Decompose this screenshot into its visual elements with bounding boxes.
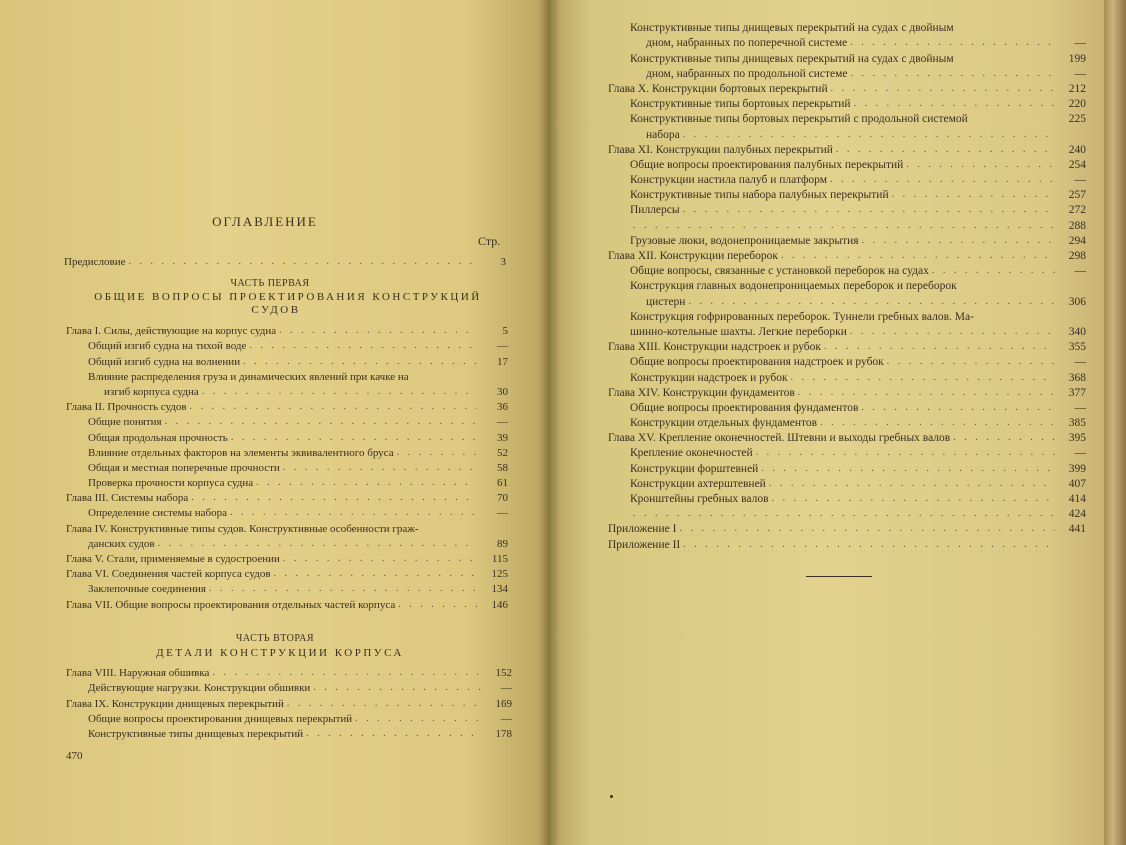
toc-entry-page: —	[1074, 37, 1086, 50]
toc-entry-title: Кронштейны гребных валов	[630, 493, 769, 505]
toc-row	[608, 157, 1086, 172]
toc-entry-page: 377	[1068, 386, 1086, 399]
toc-row	[66, 596, 508, 611]
toc-entry-title: Конструкция главных водонепроницаемых переборок и переборок	[630, 280, 957, 293]
toc-row	[608, 369, 1086, 384]
dot-leader	[960, 279, 1055, 291]
toc-row	[608, 111, 1086, 126]
toc-entry-page: 385	[1068, 417, 1086, 430]
dot-leader	[824, 340, 1055, 352]
toc-entry-page: —	[497, 416, 508, 429]
dot-leader	[851, 67, 1055, 79]
toc-entry-title: Общие вопросы проектирования палубных перекрытий	[630, 158, 904, 171]
toc-entry-title: Глава I. Силы, действующие на корпус судна	[66, 325, 277, 338]
toc-row	[608, 445, 1086, 460]
toc-row	[66, 711, 512, 726]
toc-entry-page: 355	[1068, 341, 1086, 354]
toc-entry-page: 254	[1068, 158, 1086, 171]
dot-leader	[397, 446, 477, 458]
toc-entry-page: 89	[497, 537, 508, 550]
toc-entry-page: —	[1074, 174, 1086, 187]
dot-leader	[769, 477, 1055, 489]
dot-leader	[355, 712, 481, 724]
dot-leader	[798, 386, 1055, 398]
toc-entry-title: Глава XIV. Конструкции фундаментов	[608, 386, 795, 399]
toc-entry-page: 240	[1068, 143, 1086, 156]
dot-leader	[932, 264, 1055, 276]
toc-row	[66, 505, 508, 520]
dot-leader	[862, 234, 1055, 246]
toc-entry-page: 298	[1068, 250, 1086, 262]
toc-entry-title: Влияние распределения груза и динамических явлений при качке на	[88, 370, 409, 383]
toc-entry-title: Глава X. Конструкции бортовых перекрытий	[608, 82, 828, 95]
toc-entry-page: —	[1074, 401, 1086, 414]
toc-row	[608, 430, 1086, 445]
toc-entry-title: Влияние отдельных факторов на элементы эквивалентного бруса	[88, 446, 394, 459]
toc-row	[608, 20, 1086, 35]
toc-entry-page: 58	[497, 461, 508, 474]
toc-entry-title: Общая и местная поперечные прочности	[88, 461, 280, 474]
toc-entry-page: 441	[1068, 523, 1086, 536]
toc-entry-title: цистерн	[646, 295, 686, 308]
toc-entry-page: 340	[1068, 325, 1086, 338]
toc-entry-title: Глава XI. Конструкции палубных перекрытий	[608, 143, 833, 156]
toc-row	[608, 324, 1086, 339]
dot-leader	[854, 97, 1055, 109]
page-edge	[1104, 0, 1126, 845]
dot-leader	[274, 567, 477, 579]
toc-entry-page: 125	[491, 568, 508, 581]
toc-entry-title: Конструкции настила палуб и платформ	[630, 174, 828, 187]
toc-entry-page: 288	[1068, 219, 1086, 232]
toc-entry-title: Глава XII. Конструкции переборок	[608, 250, 778, 262]
toc-entry-title: Общие вопросы проектирования фундаментов	[630, 401, 859, 414]
dot-leader	[422, 522, 477, 534]
toc-entry-title: Грузовые люки, водонепроницаемые закрытия	[630, 234, 859, 247]
part1-title-line2: СУДОВ	[251, 304, 301, 316]
part1-title-line1: ОБЩИЕ ВОПРОСЫ ПРОЕКТИРОВАНИЯ КОНСТРУКЦИЙ	[94, 291, 482, 303]
toc-entry-page: 272	[1068, 204, 1086, 217]
toc-entry-page: —	[1074, 67, 1086, 80]
toc-entry-page: 5	[502, 325, 508, 338]
toc-entry-page: —	[497, 507, 508, 520]
part2-toc-list	[66, 665, 512, 741]
toc-entry-page: —	[1074, 356, 1086, 369]
dot-leader	[165, 415, 477, 427]
toc-entry-page: 134	[491, 583, 508, 596]
dot-leader	[861, 401, 1055, 413]
toc-row	[66, 726, 512, 741]
dot-leader	[820, 416, 1055, 428]
dot-leader	[243, 355, 477, 367]
toc-entry-title: Пиллерсы	[630, 204, 680, 217]
toc-entry-page: 407	[1068, 477, 1086, 490]
right-page	[548, 0, 1104, 845]
toc-entry-page: 199	[1068, 52, 1086, 65]
dot-leader	[230, 506, 477, 518]
dot-leader	[129, 255, 476, 267]
toc-entry-title: Проверка прочности корпуса судна	[88, 477, 254, 490]
toc-row	[608, 506, 1086, 521]
toc-entry-title: Глава IX. Конструкции днищевых перекрытий	[66, 697, 284, 710]
toc-row	[66, 566, 508, 581]
toc-entry-title: Глава IV. Конструктивные типы судов. Конструктивные особенности граж-	[66, 522, 419, 535]
dot-leader	[957, 52, 1055, 64]
toc-entry-title: Конструктивные типы днищевых перекрытий на судах с двойным	[630, 22, 954, 35]
toc-entry-page: 178	[495, 727, 512, 740]
toc-row	[66, 665, 512, 680]
toc-entry-title: Глава II. Прочность судов	[66, 401, 187, 414]
dot-leader	[683, 128, 1055, 140]
toc-row	[608, 476, 1086, 491]
dot-leader	[158, 537, 477, 549]
toc-entry-page: —	[501, 682, 512, 695]
dot-leader	[957, 21, 1055, 33]
toc-entry-title: Общие вопросы, связанные с установкой переборок на судах	[630, 265, 929, 278]
toc-row	[608, 339, 1086, 354]
toc-entry-page: 257	[1068, 189, 1086, 202]
toc-entry-page: 220	[1068, 98, 1086, 111]
toc-entry-title: Конструктивные типы бортовых перекрытий	[630, 98, 851, 111]
toc-row	[66, 475, 508, 490]
toc-row	[608, 66, 1086, 81]
toc-entry-page: 294	[1068, 234, 1086, 247]
toc-row	[608, 142, 1086, 157]
dot-leader	[688, 295, 1055, 307]
toc-entry-page: 39	[497, 431, 508, 444]
toc-entry-title: Глава VII. Общие вопросы проектирования отдельных частей корпуса	[66, 598, 396, 611]
toc-entry-page: 115	[491, 553, 508, 565]
dot-leader	[249, 339, 477, 351]
toc-row	[608, 187, 1086, 202]
page-column-header: Стр.	[478, 234, 501, 248]
toc-entry-title: Глава VIII. Наружная обшивка	[66, 667, 210, 680]
toc-entry-title: Глава XIII. Конструкции надстроек и рубок	[608, 341, 821, 354]
toc-entry-title: Предисловие	[64, 256, 126, 269]
toc-row	[608, 248, 1086, 263]
toc-row	[66, 581, 508, 596]
ink-speck	[610, 795, 613, 798]
dot-leader	[306, 727, 481, 739]
toc-entry-page: 36	[497, 401, 508, 414]
closing-rule	[806, 576, 872, 577]
dot-leader	[836, 143, 1055, 155]
toc-entry-title: Общие вопросы проектирования днищевых перекрытий	[88, 712, 353, 725]
toc-entry-title: Заклепочные соединения	[88, 583, 206, 596]
part2-label: ЧАСТЬ ВТОРАЯ	[235, 633, 315, 644]
book-gutter	[538, 0, 560, 845]
toc-row	[66, 384, 508, 399]
toc-entry-page: 3	[500, 256, 506, 269]
dot-leader	[830, 173, 1055, 185]
toc-entry-page: 212	[1068, 82, 1086, 95]
dot-leader	[287, 697, 481, 709]
toc-entry-title: Общий изгиб судна на тихой воде	[88, 340, 247, 353]
toc-entry-page: 61	[497, 477, 508, 490]
toc-row	[66, 353, 508, 368]
dot-leader	[190, 400, 477, 412]
toc-entry-title: Действующие нагрузки. Конструкции обшивки	[88, 682, 311, 695]
toc-row	[608, 293, 1086, 308]
toc-entry-title: изгиб корпуса судна	[104, 385, 199, 398]
toc-row	[66, 490, 508, 505]
dot-leader	[412, 370, 477, 382]
dot-leader	[831, 82, 1055, 94]
toc-row	[608, 202, 1086, 217]
toc-entry-title: Крепление оконечностей	[630, 447, 753, 460]
right-toc-list	[608, 20, 1086, 552]
toc-entry-title: Конструктивные типы днищевых перекрытий	[88, 727, 304, 740]
toc-row	[66, 695, 512, 710]
toc-row	[66, 460, 508, 475]
dot-leader	[231, 431, 477, 443]
toc-entry-title: Общие вопросы проектирования надстроек и рубок	[630, 356, 884, 369]
toc-entry-page: 17	[497, 355, 508, 368]
toc-row	[608, 96, 1086, 111]
dot-leader	[953, 431, 1055, 443]
dot-leader	[772, 492, 1055, 504]
part2-title: ДЕТАЛИ КОНСТРУКЦИИ КОРПУСА	[156, 647, 404, 659]
toc-entry-title: Общие понятия	[88, 416, 162, 429]
toc-row	[608, 521, 1086, 536]
toc-row	[608, 491, 1086, 506]
toc-entry-page: 225	[1068, 113, 1086, 126]
toc-entry-page: 146	[491, 598, 508, 611]
toc-row	[608, 172, 1086, 187]
toc-row	[608, 233, 1086, 248]
toc-row	[64, 254, 506, 269]
toc-row	[608, 536, 1086, 551]
dot-leader	[906, 158, 1055, 170]
dot-leader	[191, 491, 477, 503]
toc-row	[66, 551, 508, 566]
toc-row	[608, 126, 1086, 141]
toc-entry-title: Конструктивные типы набора палубных перекрытий	[630, 189, 889, 202]
dot-leader	[850, 36, 1055, 48]
preface-entry	[64, 254, 506, 269]
toc-entry-title: Определение системы набора	[88, 507, 228, 520]
part1-label: ЧАСТЬ ПЕРВАЯ	[230, 278, 310, 289]
dot-leader	[313, 681, 481, 693]
toc-entry-page: —	[1074, 265, 1086, 278]
toc-row	[608, 81, 1086, 96]
toc-entry-page: 169	[495, 697, 512, 710]
dot-leader	[283, 552, 477, 564]
toc-entry-title: Конструктивные типы днищевых перекрытий на судах с двойным	[630, 52, 954, 65]
dot-leader	[977, 310, 1055, 322]
toc-entry-page: 399	[1068, 462, 1086, 475]
toc-row	[608, 415, 1086, 430]
toc-entry-title: Приложение I	[608, 523, 677, 536]
contents-title: ОГЛАВЛЕНИЕ	[212, 214, 318, 229]
toc-entry-title: набора	[646, 128, 680, 141]
toc-entry-title: Общая продольная прочность	[88, 431, 228, 444]
dot-leader	[756, 446, 1055, 458]
toc-entry-title: дном, набранных по продольной системе	[646, 67, 848, 80]
toc-entry-title: Конструкции надстроек и рубок	[630, 371, 788, 384]
toc-entry-title: Общий изгиб судна на волнении	[88, 355, 241, 368]
toc-entry-title: Глава V. Стали, применяемые в судостроении	[66, 553, 280, 565]
toc-row	[66, 323, 508, 338]
toc-entry-title: Конструкции отдельных фундаментов	[630, 417, 818, 430]
dot-leader	[892, 188, 1055, 200]
toc-row	[66, 399, 508, 414]
dot-leader	[256, 476, 477, 488]
dot-leader	[781, 249, 1055, 261]
dot-leader	[679, 522, 1055, 534]
toc-row	[608, 278, 1086, 293]
toc-entry-page: 152	[495, 667, 512, 680]
left-page	[0, 0, 548, 845]
toc-row	[66, 536, 508, 551]
toc-entry-title: дном, набранных по поперечной системе	[646, 37, 848, 50]
toc-row	[66, 429, 508, 444]
toc-entry-page: —	[497, 340, 508, 353]
toc-entry-title: Конструкции форштевней	[630, 462, 759, 475]
toc-entry-title: Глава VI. Соединения частей корпуса судов	[66, 568, 271, 581]
toc-row	[608, 263, 1086, 278]
toc-entry-page: 414	[1068, 493, 1086, 505]
toc-row	[608, 400, 1086, 415]
toc-row	[608, 217, 1086, 232]
toc-row	[66, 520, 508, 535]
toc-entry-page: —	[501, 712, 512, 725]
dot-leader	[683, 538, 1055, 550]
part1-toc-list	[66, 323, 508, 612]
dot-leader	[398, 598, 477, 610]
toc-entry-title: Конструкция гофрированных переборок. Туннели гребных валов. Ма-	[630, 310, 974, 323]
toc-entry-title: данских судов	[88, 537, 155, 550]
toc-entry-page: —	[1074, 447, 1086, 460]
toc-entry-title: Конструкции ахтерштевней	[630, 477, 766, 490]
toc-entry-page: 70	[497, 492, 508, 505]
dot-leader	[202, 385, 477, 397]
dot-leader	[633, 507, 1055, 519]
dot-leader	[850, 325, 1055, 337]
toc-entry-title: Глава III. Системы набора	[66, 492, 189, 505]
dot-leader	[633, 219, 1055, 231]
toc-row	[608, 460, 1086, 475]
toc-entry-page: 424	[1068, 508, 1086, 521]
toc-row	[608, 35, 1086, 50]
toc-entry-page: 30	[497, 385, 508, 398]
dot-leader	[971, 112, 1055, 124]
toc-entry-title: Глава XV. Крепление оконечностей. Штевни и выходы гребных валов	[608, 432, 951, 445]
toc-entry-page: 368	[1068, 371, 1086, 384]
page-number-folio: 470	[66, 750, 83, 762]
toc-entry-page: 306	[1068, 295, 1086, 308]
dot-leader	[279, 324, 477, 336]
toc-entry-title: Конструктивные типы бортовых перекрытий с продольной системой	[630, 113, 968, 126]
dot-leader	[283, 461, 477, 473]
dot-leader	[791, 371, 1055, 383]
toc-row	[608, 385, 1086, 400]
toc-entry-page: 52	[497, 446, 508, 459]
toc-row	[608, 309, 1086, 324]
toc-row	[66, 338, 508, 353]
dot-leader	[212, 666, 481, 678]
toc-entry-title: шинно-котельные шахты. Легкие переборки	[630, 325, 847, 338]
toc-row	[608, 354, 1086, 369]
toc-entry-title: Приложение II	[608, 538, 681, 551]
dot-leader	[887, 355, 1055, 367]
toc-row	[608, 50, 1086, 65]
toc-row	[66, 414, 508, 429]
dot-leader	[761, 462, 1055, 474]
toc-row	[66, 680, 512, 695]
dot-leader	[209, 582, 477, 594]
toc-row	[66, 369, 508, 384]
dot-leader	[683, 203, 1055, 215]
toc-row	[66, 445, 508, 460]
toc-entry-page: 395	[1068, 432, 1086, 445]
